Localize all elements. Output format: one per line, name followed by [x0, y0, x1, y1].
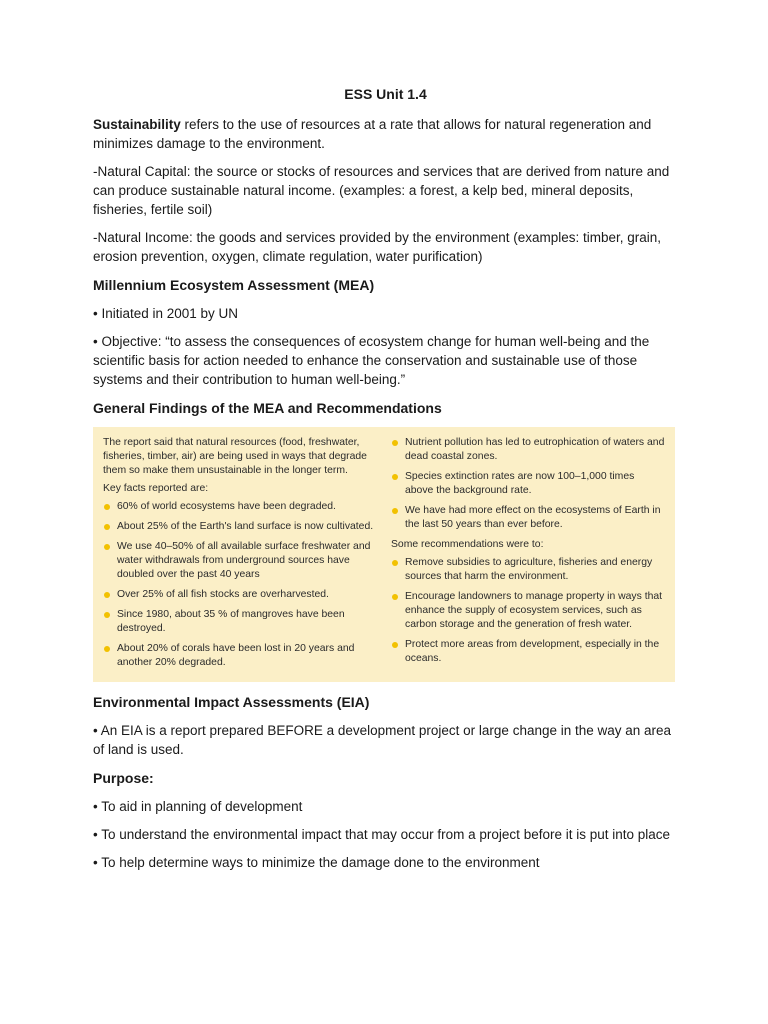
bullet-icon: [392, 508, 398, 514]
list-item: [391, 556, 665, 584]
list-item-text: Protect more areas from development, especially in the oceans.: [405, 639, 660, 664]
list-item: [391, 436, 665, 464]
list-item: [103, 588, 377, 602]
list-item-text: Encourage landowners to manage property in ways that enhance the supply of ecosystem services, such as carbon storage and the generation of fresh water.: [405, 591, 663, 630]
list-item-text: 60% of world ecosystems have been degraded.: [117, 501, 336, 512]
purpose-item: • To help determine ways to minimize the damage done to the environment: [93, 855, 540, 870]
eia-description: • An EIA is a report prepared BEFORE a development project or large change in the way an area of land is used.: [93, 723, 672, 757]
list-item-text: Over 25% of all fish stocks are overharvested.: [117, 589, 329, 600]
purpose-item: • To understand the environmental impact that may occur from a project before it is put into place: [93, 827, 671, 842]
purpose-heading: Purpose:: [93, 770, 154, 786]
mea-heading: Millennium Ecosystem Assessment (MEA): [93, 277, 375, 293]
findings-intro: The report said that natural resources (food, freshwater, fisheries, timber, air) are being used in ways that degrade them so make them unsustainable in the longer term.: [103, 437, 367, 476]
list-item-text: About 20% of corals have been lost in 20 years and another 20% degraded.: [117, 643, 355, 668]
bullet-icon: [104, 612, 110, 618]
list-item: [391, 638, 665, 666]
mea-objective: • Objective: “to assess the consequences of ecosystem change for human well-being and the scientific basis for action needed to enhance the conservation and sustainable use of those systems and their contribution to human well-being.”: [93, 334, 650, 387]
list-item-text: Nutrient pollution has led to eutrophication of waters and dead coastal zones.: [405, 437, 665, 462]
list-item: [103, 642, 377, 670]
bullet-icon: [104, 646, 110, 652]
list-item-text: Remove subsidies to agriculture, fisheries and energy sources that harm the environment.: [405, 557, 653, 582]
document-page: [93, 84, 678, 881]
key-facts-list: [103, 500, 377, 670]
sustainability-definition: refers to the use of resources at a rate that allows for natural regeneration and minimizes damage to the environment.: [93, 117, 652, 151]
more-facts-list: [391, 436, 665, 532]
list-item-text: We use 40–50% of all available surface freshwater and water withdrawals from underground sources have doubled over the past 40 years: [117, 541, 371, 580]
findings-left-column: [103, 436, 377, 674]
list-item: [103, 500, 377, 514]
bullet-icon: [104, 544, 110, 550]
bullet-icon: [392, 440, 398, 446]
list-item: [391, 470, 665, 498]
sustainability-paragraph: [93, 115, 678, 153]
findings-right-column: [391, 436, 665, 674]
findings-heading: General Findings of the MEA and Recommendations: [93, 400, 442, 416]
mea-initiated: • Initiated in 2001 by UN: [93, 306, 239, 321]
natural-capital-paragraph: -Natural Capital: the source or stocks of resources and services that are derived from nature and can produce sustainable natural income. (examples: a forest, a kelp bed, mineral deposits, fisheries, fertile soil): [93, 164, 670, 217]
bullet-icon: [392, 474, 398, 480]
list-item-text: Since 1980, about 35 % of mangroves have been destroyed.: [117, 609, 345, 634]
page-title: ESS Unit 1.4: [344, 86, 427, 102]
key-facts-label: Key facts reported are:: [103, 483, 209, 494]
natural-income-paragraph: -Natural Income: the goods and services provided by the environment (examples: timber, grain, erosion prevention, oxygen, climate regulation, water purification): [93, 230, 662, 264]
bullet-icon: [392, 642, 398, 648]
list-item-text: About 25% of the Earth's land surface is now cultivated.: [117, 521, 374, 532]
bullet-icon: [392, 594, 398, 600]
list-item: [103, 540, 377, 582]
recommendations-list: [391, 556, 665, 666]
bullet-icon: [392, 560, 398, 566]
purpose-item: • To aid in planning of development: [93, 799, 303, 814]
eia-heading: Environmental Impact Assessments (EIA): [93, 694, 370, 710]
bullet-icon: [104, 504, 110, 510]
sustainability-term: Sustainability: [93, 117, 181, 132]
list-item: [103, 520, 377, 534]
recommendations-label: Some recommendations were to:: [391, 539, 544, 550]
list-item: [103, 608, 377, 636]
bullet-icon: [104, 592, 110, 598]
list-item-text: We have had more effect on the ecosystems of Earth in the last 50 years than ever before.: [405, 505, 661, 530]
bullet-icon: [104, 524, 110, 530]
findings-box: [93, 427, 675, 682]
list-item: [391, 504, 665, 532]
list-item-text: Species extinction rates are now 100–1,000 times above the background rate.: [405, 471, 635, 496]
list-item: [391, 590, 665, 632]
